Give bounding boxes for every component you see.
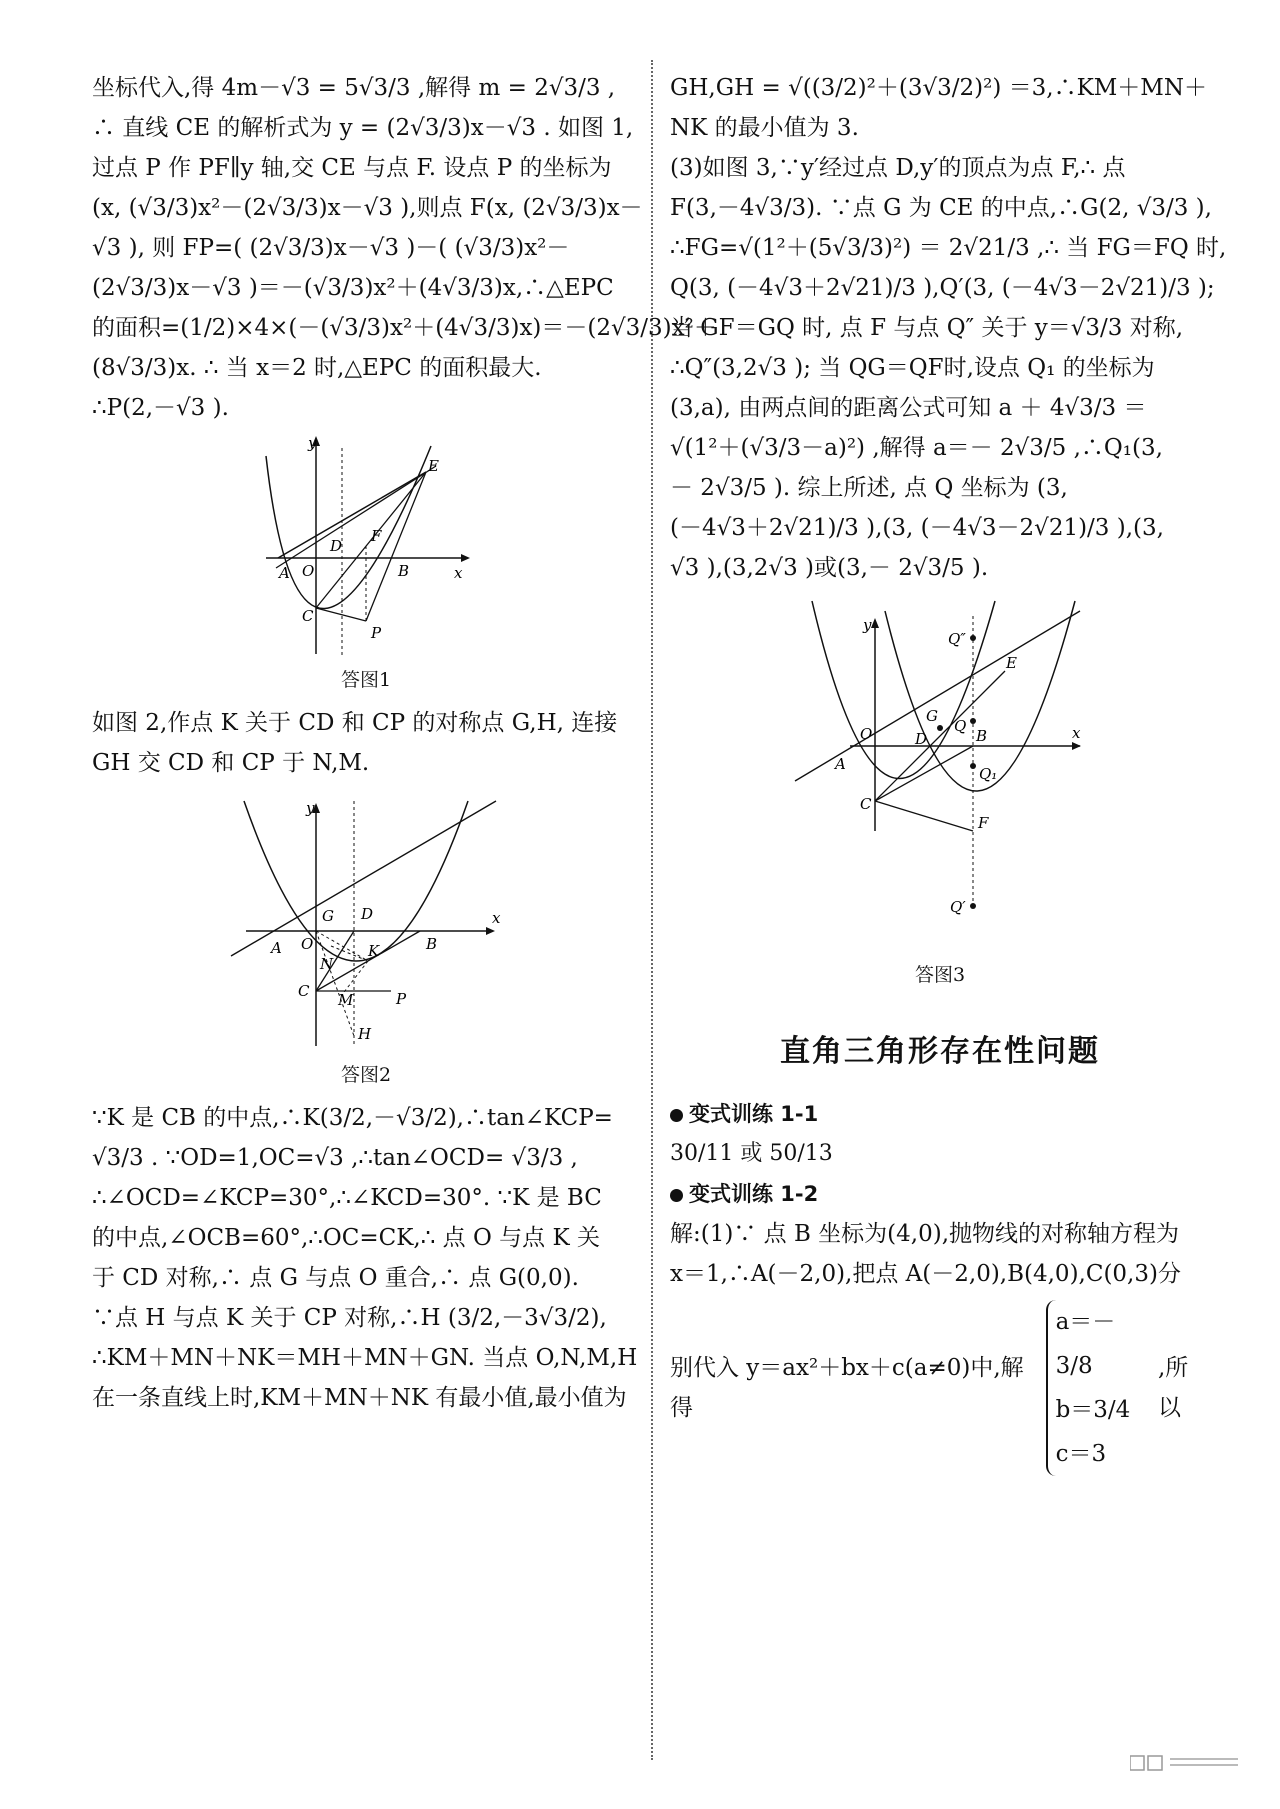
fig1-label-f: F bbox=[371, 527, 382, 545]
fig2-label-c: C bbox=[298, 982, 310, 1000]
fig1-label-c: C bbox=[302, 607, 314, 625]
bullet-icon bbox=[670, 1109, 683, 1122]
text-line: ∴Q″(3,2√3 ); 当 QG＝QF时,设点 Q₁ 的坐标为 bbox=[670, 355, 1155, 381]
fig2-label-p: P bbox=[396, 990, 407, 1008]
text-line: ∴ 直线 CE 的解析式为 y = (2√3/3)x－√3 . 如图 1, bbox=[92, 115, 634, 141]
fig3-label-b: B bbox=[976, 727, 988, 745]
fig3-label-q-double-prime: Q″ bbox=[948, 630, 966, 648]
exercise-1-2-heading bbox=[670, 1174, 1210, 1214]
figure-2-caption: 答图2 bbox=[340, 1064, 392, 1086]
fig1-label-d: D bbox=[330, 537, 343, 555]
fig1-label-b: B bbox=[398, 562, 410, 580]
fig2-label-n: N bbox=[320, 955, 334, 973]
fig2-label-b: B bbox=[426, 935, 438, 953]
system-eq-c: c＝3 bbox=[1055, 1441, 1107, 1467]
figure-3 bbox=[790, 596, 1090, 956]
text-line: 在一条直线上时,KM＋MN＋NK 有最小值,最小值为 bbox=[92, 1385, 627, 1411]
fig3-label-a: A bbox=[835, 755, 846, 773]
text-line: (2√3/3)x－√3 )＝－(√3/3)x²＋(4√3/3)x,∴△EPC bbox=[92, 275, 614, 301]
exercise-1-1-title: 变式训练 1-1 bbox=[689, 1102, 819, 1126]
text-line: √3/3 . ∵OD=1,OC=√3 ,∴tan∠OCD= √3/3 , bbox=[92, 1145, 578, 1171]
fig3-label-q1: Q₁ bbox=[979, 765, 998, 783]
text-line: F(3,－4√3/3). ∵点 G 为 CE 的中点,∴G(2, √3/3 ), bbox=[670, 195, 1212, 221]
fig3-label-e: E bbox=[1006, 654, 1017, 672]
equation-system bbox=[1046, 1300, 1150, 1476]
figure-1 bbox=[256, 436, 476, 661]
system-eq-b: b＝3/4 bbox=[1055, 1397, 1131, 1423]
text-line: 的面积=(1/2)×4×(－(√3/3)x²＋(4√3/3)x)＝－(2√3/3)x²＋ bbox=[92, 315, 717, 341]
fig2-label-a: A bbox=[271, 939, 282, 957]
text-line: ∴P(2,－√3 ). bbox=[92, 395, 229, 421]
text-line: ∴KM＋MN＋NK＝MH＋MN＋GN. 当点 O,N,M,H bbox=[92, 1345, 638, 1371]
fig2-label-d: D bbox=[361, 905, 374, 923]
text-line: √3 ),(3,2√3 )或(3,－ 2√3/5 ). bbox=[670, 555, 989, 581]
figure-2 bbox=[216, 791, 516, 1056]
left-paragraph-3 bbox=[92, 1098, 640, 1418]
text-line: (8√3/3)x. ∴ 当 x＝2 时,△EPC 的面积最大. bbox=[92, 355, 542, 381]
fig2-label-x: x bbox=[492, 909, 501, 927]
right-paragraph-1 bbox=[670, 68, 1227, 588]
equation-system-line bbox=[670, 1300, 1210, 1476]
fig1-label-e: E bbox=[428, 457, 439, 475]
text-line: 过点 P 作 PF∥y 轴,交 CE 与点 F. 设点 P 的坐标为 bbox=[92, 155, 612, 181]
exercise-1-2-title: 变式训练 1-2 bbox=[689, 1182, 819, 1206]
text-line: (x, (√3/3)x²－(2√3/3)x－√3 ),则点 F(x, (2√3/3)x－ bbox=[92, 195, 643, 221]
text-line: ∵点 H 与点 K 关于 CP 对称,∴H (3/2,－3√3/2), bbox=[92, 1305, 607, 1331]
fig1-label-o: O bbox=[302, 562, 315, 580]
system-tail-text: ,所以 bbox=[1157, 1355, 1189, 1421]
fig3-label-x: x bbox=[1072, 724, 1081, 742]
fig2-label-k: K bbox=[368, 942, 380, 960]
fig3-label-f: F bbox=[978, 814, 989, 832]
text-line: 如图 2,作点 K 关于 CD 和 CP 的对称点 G,H, 连接 bbox=[92, 710, 618, 736]
left-paragraph-2 bbox=[92, 703, 640, 783]
text-line: (3)如图 3,∵y′经过点 D,y′的顶点为点 F,∴ 点 bbox=[670, 155, 1126, 181]
text-line: 坐标代入,得 4m－√3 = 5√3/3 ,解得 m = 2√3/3 , bbox=[92, 75, 616, 101]
fig3-label-d: D bbox=[915, 730, 928, 748]
fig1-label-p: P bbox=[371, 624, 382, 642]
fig3-label-c: C bbox=[860, 795, 872, 813]
fig2-label-m: M bbox=[338, 991, 354, 1009]
exercise-1-2-body bbox=[670, 1214, 1210, 1294]
system-lead-text: 别代入 y＝ax²＋bx＋c(a≠0)中,解得 bbox=[670, 1355, 1024, 1421]
text-line: (－4√3＋2√21)/3 ),(3, (－4√3－2√21)/3 ),(3, bbox=[670, 515, 1164, 541]
left-column bbox=[92, 68, 717, 1418]
text-line: GH 交 CD 和 CP 于 N,M. bbox=[92, 750, 370, 776]
left-paragraph-1 bbox=[92, 68, 717, 428]
fig2-label-y: y bbox=[306, 799, 315, 817]
section-title: 直角三角形存在性问题 bbox=[780, 1034, 1100, 1069]
fig3-label-y: y bbox=[863, 616, 872, 634]
text-line: 的中点,∠OCB=60°,∴OC=CK,∴ 点 O 与点 K 关 bbox=[92, 1225, 600, 1251]
fig3-label-q: Q bbox=[954, 717, 967, 735]
fig1-label-a: A bbox=[279, 564, 290, 582]
text-line: Q(3, (－4√3＋2√21)/3 ),Q′(3, (－4√3－2√21)/3 ); bbox=[670, 275, 1215, 301]
fig2-label-h: H bbox=[358, 1025, 372, 1043]
fig2-label-o: O bbox=[301, 935, 314, 953]
text-line: NK 的最小值为 3. bbox=[670, 115, 859, 141]
text-line: 于 CD 对称,∴ 点 G 与点 O 重合,∴ 点 G(0,0). bbox=[92, 1265, 579, 1291]
system-eq-a: a＝－3/8 bbox=[1055, 1309, 1116, 1379]
bullet-icon bbox=[670, 1189, 683, 1202]
fig3-label-o: O bbox=[860, 725, 873, 743]
figure-3-caption: 答图3 bbox=[914, 964, 966, 986]
text-line: x＝1,∴A(－2,0),把点 A(－2,0),B(4,0),C(0,3)分 bbox=[670, 1261, 1181, 1287]
text-line: ∴∠OCD=∠KCP=30°,∴∠KCD=30°. ∵K 是 BC bbox=[92, 1185, 602, 1211]
fig1-label-y: y bbox=[308, 436, 317, 452]
text-line: ∴FG=√(1²＋(5√3/3)²) ＝ 2√21/3 ,∴ 当 FG＝FQ 时, bbox=[670, 235, 1227, 261]
text-line: － 2√3/5 ). 综上所述, 点 Q 坐标为 (3, bbox=[670, 475, 1068, 501]
corner-mark-icon bbox=[1130, 1753, 1240, 1773]
fig3-label-q-prime: Q′ bbox=[950, 898, 966, 916]
text-line: 当 GF＝GQ 时, 点 F 与点 Q″ 关于 y＝√3/3 对称, bbox=[670, 315, 1184, 341]
figure-1-caption: 答图1 bbox=[340, 669, 392, 691]
fig1-label-x: x bbox=[454, 564, 463, 582]
fig3-label-g: G bbox=[926, 707, 938, 725]
text-line: GH,GH = √((3/2)²＋(3√3/2)²) ＝3,∴KM＋MN＋ bbox=[670, 75, 1207, 101]
fig2-label-g: G bbox=[322, 907, 334, 925]
exercise-1-1-answer: 30/11 或 50/13 bbox=[670, 1141, 833, 1166]
text-line: 解:(1)∵ 点 B 坐标为(4,0),抛物线的对称轴方程为 bbox=[670, 1221, 1179, 1247]
text-line: √(1²＋(√3/3－a)²) ,解得 a＝－ 2√3/5 ,∴Q₁(3, bbox=[670, 435, 1163, 461]
text-line: ∵K 是 CB 的中点,∴K(3/2,－√3/2),∴tan∠KCP= bbox=[92, 1105, 613, 1131]
right-column bbox=[670, 68, 1227, 1476]
text-line: √3 ), 则 FP=( (2√3/3)x－√3 )－( (√3/3)x²－ bbox=[92, 235, 570, 261]
exercise-1-1-heading bbox=[670, 1094, 1210, 1134]
text-line: (3,a), 由两点间的距离公式可知 a ＋ 4√3/3 ＝ bbox=[670, 395, 1147, 421]
